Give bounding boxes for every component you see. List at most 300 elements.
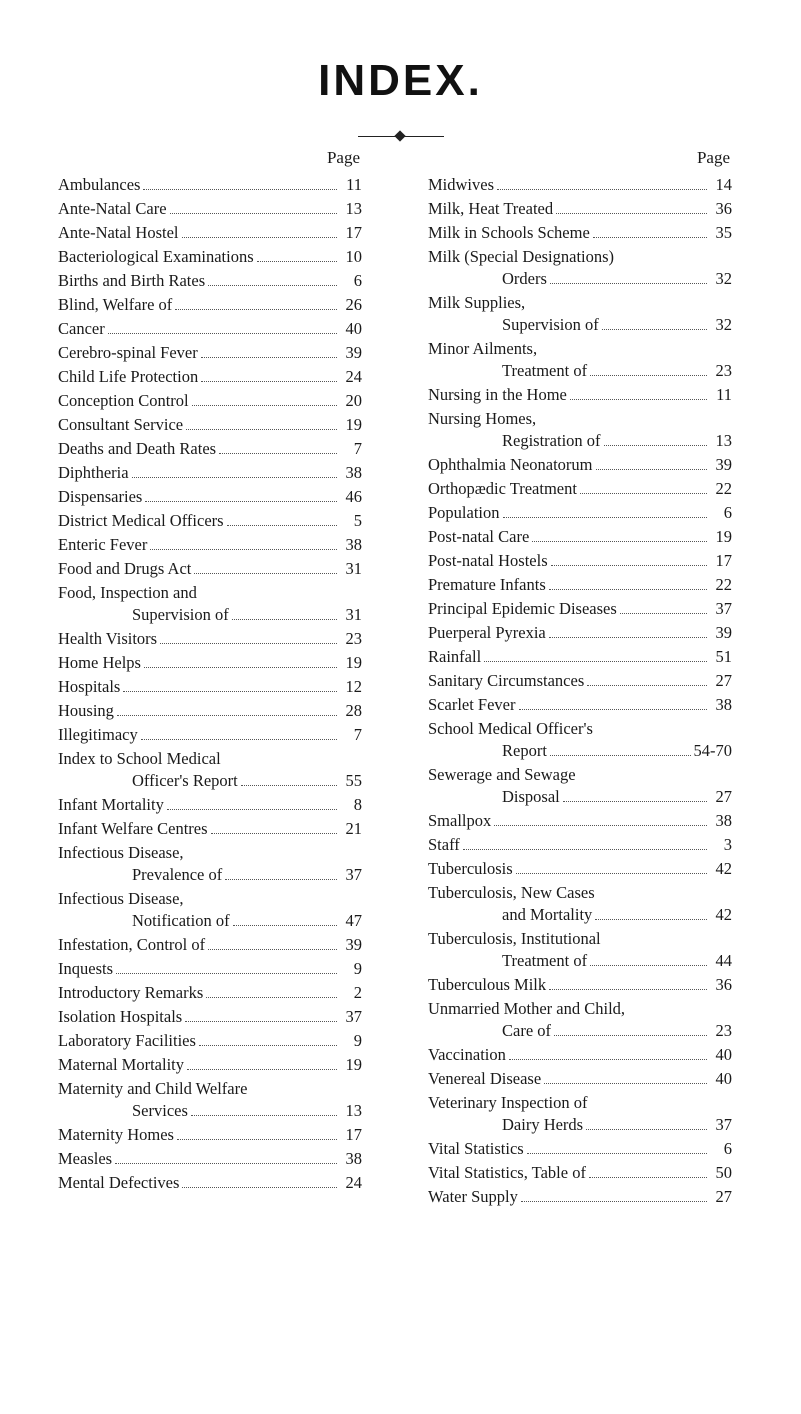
dot-leader (590, 375, 707, 376)
index-entry (428, 974, 732, 996)
index-entry-label: Vital Statistics (428, 1139, 524, 1158)
dot-leader (587, 685, 707, 686)
page-number: 39 (715, 623, 732, 642)
page-number: 36 (715, 199, 732, 218)
page-number: 5 (353, 511, 362, 530)
page-number: 7 (353, 439, 362, 458)
index-entry-label: Tuberculosis, Institutional (428, 929, 601, 948)
dot-leader (132, 477, 337, 478)
dot-leader (182, 1187, 337, 1188)
index-entry (58, 1148, 362, 1170)
index-entry-label: Treatment of (502, 951, 588, 970)
dot-leader (527, 1153, 707, 1154)
index-entry-label: Measles (58, 1149, 113, 1168)
page-number: 39 (345, 935, 362, 954)
page-number: 44 (715, 951, 732, 970)
page-number: 9 (353, 1031, 362, 1050)
index-entry (58, 366, 362, 388)
index-entry-label: Ophthalmia Neonatorum (428, 455, 593, 474)
index-entry-label: Cerebro-spinal Fever (58, 343, 198, 362)
index-entry-label: Vital Statistics, Table of (428, 1163, 586, 1182)
index-entry-label: Maternity and Child Welfare (58, 1079, 248, 1098)
dot-leader (497, 189, 707, 190)
page-number: 23 (715, 361, 732, 380)
page-number: 12 (345, 677, 362, 696)
page-number: 13 (345, 1101, 362, 1120)
index-entry (428, 764, 732, 808)
page-number: 37 (715, 1115, 732, 1134)
index-entry (58, 818, 362, 840)
index-entry (58, 1006, 362, 1028)
dot-leader (150, 549, 337, 550)
index-entry-label: Prevalence of (132, 865, 223, 884)
dot-leader (208, 949, 337, 950)
page-number: 46 (345, 487, 362, 506)
dot-leader (532, 541, 707, 542)
dot-leader (521, 1201, 707, 1202)
dot-leader (192, 405, 337, 406)
index-entry-label: Tuberculosis, New Cases (428, 883, 595, 902)
dot-leader (620, 613, 707, 614)
index-entry (58, 534, 362, 556)
index-entry-label: Ante-Natal Care (58, 199, 167, 218)
index-entry (428, 694, 732, 716)
index-entry (428, 408, 732, 452)
page-number: 27 (715, 1187, 732, 1206)
index-entry-label: Hospitals (58, 677, 121, 696)
dot-leader (141, 739, 337, 740)
index-entry (428, 454, 732, 476)
page-number: 6 (723, 503, 732, 522)
index-entry-label: Infestation, Control of (58, 935, 206, 954)
index-entry-label: Disposal (502, 787, 560, 806)
dot-leader (211, 833, 337, 834)
page-title: INDEX. (318, 56, 483, 105)
index-entry (428, 1138, 732, 1160)
page-number: 6 (723, 1139, 732, 1158)
index-entry (428, 1092, 732, 1136)
index-entry-label: Dairy Herds (502, 1115, 584, 1134)
index-entry (58, 1078, 362, 1122)
index-entry (58, 958, 362, 980)
dot-leader (549, 637, 707, 638)
index-entry-label: Veterinary Inspection of (428, 1093, 588, 1112)
index-entries-right (428, 174, 732, 1208)
index-entry-label: Milk (Special Designations) (428, 247, 615, 266)
index-entry-label: Milk Supplies, (428, 293, 526, 312)
index-entry-label: Ambulances (58, 175, 141, 194)
page-number: 37 (345, 865, 362, 884)
index-entry-label: Tuberculous Milk (428, 975, 547, 994)
dot-leader (589, 1177, 707, 1178)
index-entry (428, 810, 732, 832)
index-entry-label: Premature Infants (428, 575, 546, 594)
index-entry (58, 558, 362, 580)
index-entry (428, 718, 732, 762)
index-entry-label: Supervision of (502, 315, 599, 334)
index-entry (58, 676, 362, 698)
dot-leader (108, 333, 337, 334)
index-entry-label: Enteric Fever (58, 535, 148, 554)
index-entry-label: Orthopædic Treatment (428, 479, 577, 498)
page-number: 13 (715, 431, 732, 450)
page-number: 19 (345, 1055, 362, 1074)
page-number: 38 (345, 463, 362, 482)
index-entry (428, 1186, 732, 1208)
index-entry (58, 628, 362, 650)
index-entry-label: Sewerage and Sewage (428, 765, 576, 784)
dot-leader (586, 1129, 707, 1130)
page-number: 42 (715, 859, 732, 878)
index-entry (428, 384, 732, 406)
index-entry (58, 1172, 362, 1194)
dot-leader (167, 809, 337, 810)
index-entry (58, 486, 362, 508)
page-number: 13 (345, 199, 362, 218)
index-entry-label: Infectious Disease, (58, 843, 184, 862)
dot-leader (206, 997, 337, 998)
dot-leader (484, 661, 707, 662)
index-entry-label: Treatment of (502, 361, 588, 380)
dot-leader (593, 237, 707, 238)
page-number: 28 (345, 701, 362, 720)
index-entry (428, 1068, 732, 1090)
page-number: 38 (345, 535, 362, 554)
dot-leader (227, 525, 337, 526)
index-entry-label: Unmarried Mother and Child, (428, 999, 626, 1018)
index-entry (58, 888, 362, 932)
index-entry (58, 510, 362, 532)
index-entry-label: Supervision of (132, 605, 229, 624)
page-number: 35 (715, 223, 732, 242)
index-entry-label: Orders (502, 269, 547, 288)
index-entry (58, 414, 362, 436)
page-number: 20 (345, 391, 362, 410)
index-entry-label: Tuberculosis (428, 859, 513, 878)
dot-leader (463, 849, 707, 850)
dot-leader (494, 825, 707, 826)
index-entry (58, 294, 362, 316)
index-entry-label: Puerperal Pyrexia (428, 623, 546, 642)
dot-leader (570, 399, 707, 400)
index-entry-label: Dispensaries (58, 487, 143, 506)
index-entry (428, 834, 732, 856)
index-entry (428, 574, 732, 596)
page-number: 50 (715, 1163, 732, 1182)
index-entry-label: Midwives (428, 175, 494, 194)
index-entry-label: Staff (428, 835, 460, 854)
dot-leader (187, 1069, 337, 1070)
page-number: 19 (715, 527, 732, 546)
index-entry (58, 318, 362, 340)
index-entry-label: Food, Inspection and (58, 583, 197, 602)
page-number: 22 (715, 479, 732, 498)
page-number: 11 (346, 175, 362, 194)
page-column-heading: Page (696, 148, 730, 167)
index-entry (428, 998, 732, 1042)
index-entry-label: Population (428, 503, 500, 522)
page-number: 47 (345, 911, 362, 930)
index-entry (58, 246, 362, 268)
page-number: 7 (353, 725, 362, 744)
index-entry (428, 670, 732, 692)
dot-leader (602, 329, 707, 330)
index-entry (58, 390, 362, 412)
page-number: 27 (715, 671, 732, 690)
page-number: 17 (345, 1125, 362, 1144)
index-entry-label: Milk in Schools Scheme (428, 223, 590, 242)
dot-leader (233, 925, 337, 926)
page-column-heading: Page (326, 148, 360, 167)
dot-leader (595, 919, 707, 920)
page-number: 32 (715, 315, 732, 334)
index-entry (428, 1162, 732, 1184)
index-entry (58, 438, 362, 460)
dot-leader (201, 381, 337, 382)
index-entry (58, 1054, 362, 1076)
index-entry-label: Infectious Disease, (58, 889, 184, 908)
page-number: 24 (345, 1173, 362, 1192)
page-number: 40 (715, 1069, 732, 1088)
index-entry-label: Inquests (58, 959, 113, 978)
index-column-right (428, 148, 732, 1210)
index-entry-label: Consultant Service (58, 415, 184, 434)
index-entry-label: Services (132, 1101, 188, 1120)
dot-leader (186, 429, 337, 430)
index-entry-label: Bacteriological Examinations (58, 247, 254, 266)
index-entry-label: Home Helps (58, 653, 141, 672)
dot-leader (144, 667, 337, 668)
index-entry-label: Minor Ailments, (428, 339, 538, 358)
index-entry (428, 622, 732, 644)
dot-leader (219, 453, 337, 454)
page-number: 36 (715, 975, 732, 994)
page-number: 39 (345, 343, 362, 362)
page-number: 3 (723, 835, 732, 854)
index-entry-label: Nursing Homes, (428, 409, 537, 428)
dot-leader (145, 501, 337, 502)
index-entry (428, 928, 732, 972)
index-entry (58, 724, 362, 746)
page-number: 54-70 (693, 741, 732, 760)
page-number: 17 (715, 551, 732, 570)
page-number: 8 (353, 795, 362, 814)
index-entry-label: School Medical Officer's (428, 719, 593, 738)
dot-leader (117, 715, 337, 716)
divider-ornament (394, 130, 405, 141)
dot-leader (143, 189, 337, 190)
index-entry-label: Maternal Mortality (58, 1055, 185, 1074)
index-column-left (58, 148, 362, 1196)
page-number: 38 (345, 1149, 362, 1168)
page-number: 38 (715, 811, 732, 830)
index-entry (58, 198, 362, 220)
index-entry (428, 526, 732, 548)
index-entry (428, 882, 732, 926)
dot-leader (182, 237, 337, 238)
index-entry (58, 222, 362, 244)
index-entry (428, 338, 732, 382)
page-number: 26 (345, 295, 362, 314)
index-entry-label: Sanitary Circumstances (428, 671, 585, 690)
dot-leader (160, 643, 337, 644)
page-number: 31 (345, 605, 362, 624)
index-entry (58, 700, 362, 722)
index-entry (58, 582, 362, 626)
index-entry (428, 646, 732, 668)
index-entry-label: and Mortality (502, 905, 593, 924)
index-entry (58, 982, 362, 1004)
index-entry-label: Cancer (58, 319, 105, 338)
index-entry-label: Notification of (132, 911, 230, 930)
index-entry-label: Report (502, 741, 547, 760)
index-entry (428, 502, 732, 524)
page-number: 37 (345, 1007, 362, 1026)
page-number: 40 (345, 319, 362, 338)
page-number: 22 (715, 575, 732, 594)
dot-leader (208, 285, 337, 286)
index-entry (58, 842, 362, 886)
index-entry-label: Blind, Welfare of (58, 295, 173, 314)
index-entry (428, 198, 732, 220)
index-entry (428, 1044, 732, 1066)
page-number: 17 (345, 223, 362, 242)
dot-leader (550, 755, 691, 756)
index-entry-label: Child Life Protection (58, 367, 199, 386)
dot-leader (556, 213, 707, 214)
index-entry-label: Scarlet Fever (428, 695, 516, 714)
index-entry (428, 478, 732, 500)
page-number: 31 (345, 559, 362, 578)
index-entry (58, 342, 362, 364)
dot-leader (554, 1035, 707, 1036)
index-entry-label: Infant Mortality (58, 795, 164, 814)
index-entry-label: Introductory Remarks (58, 983, 204, 1002)
page-number: 21 (345, 819, 362, 838)
title-divider (358, 136, 444, 137)
dot-leader (194, 573, 337, 574)
dot-leader (563, 801, 707, 802)
page-number: 37 (715, 599, 732, 618)
index-entry-label: Rainfall (428, 647, 482, 666)
index-entry-label: Officer's Report (132, 771, 238, 790)
dot-leader (596, 469, 707, 470)
page-number: 51 (715, 647, 732, 666)
dot-leader (170, 213, 337, 214)
index-entry (428, 550, 732, 572)
dot-leader (580, 493, 707, 494)
index-entry (428, 246, 732, 290)
dot-leader (257, 261, 337, 262)
dot-leader (177, 1139, 337, 1140)
dot-leader (116, 973, 337, 974)
index-entry-label: Registration of (502, 431, 601, 450)
dot-leader (175, 309, 337, 310)
dot-leader (123, 691, 337, 692)
dot-leader (550, 283, 707, 284)
index-entry-label: District Medical Officers (58, 511, 224, 530)
page-number: 19 (345, 415, 362, 434)
index-entry (428, 174, 732, 196)
page-number: 19 (345, 653, 362, 672)
dot-leader (115, 1163, 337, 1164)
dot-leader (604, 445, 707, 446)
index-entry (58, 652, 362, 674)
page-number: 27 (715, 787, 732, 806)
index-entry (58, 270, 362, 292)
index-entry (58, 1030, 362, 1052)
page-number: 42 (715, 905, 732, 924)
index-entry-label: Milk, Heat Treated (428, 199, 554, 218)
dot-leader (519, 709, 707, 710)
dot-leader (551, 565, 707, 566)
index-entry (428, 598, 732, 620)
index-entries-left (58, 174, 362, 1194)
index-entry (428, 222, 732, 244)
index-entry (58, 934, 362, 956)
dot-leader (549, 589, 707, 590)
index-entry (428, 292, 732, 336)
dot-leader (544, 1083, 707, 1084)
index-entry-label: Health Visitors (58, 629, 158, 648)
dot-leader (232, 619, 337, 620)
index-entry-label: Deaths and Death Rates (58, 439, 217, 458)
index-entry-label: Index to School Medical (58, 749, 221, 768)
dot-leader (590, 965, 707, 966)
page-number: 2 (353, 983, 362, 1002)
page-number: 10 (345, 247, 362, 266)
page-number: 9 (353, 959, 362, 978)
index-entry (58, 794, 362, 816)
index-entry (58, 748, 362, 792)
index-entry-label: Venereal Disease (428, 1069, 542, 1088)
page-number: 6 (353, 271, 362, 290)
index-entry (58, 174, 362, 196)
dot-leader (516, 873, 707, 874)
page-number: 24 (345, 367, 362, 386)
page-number: 14 (715, 175, 732, 194)
page-number: 55 (345, 771, 362, 790)
page-number: 23 (715, 1021, 732, 1040)
index-entry-label: Nursing in the Home (428, 385, 567, 404)
index-entry-label: Post-natal Hostels (428, 551, 548, 570)
index-entry-label: Housing (58, 701, 114, 720)
page-number: 11 (716, 385, 732, 404)
index-entry-label: Infant Welfare Centres (58, 819, 208, 838)
index-entry-label: Water Supply (428, 1187, 518, 1206)
index-entry-label: Mental Defectives (58, 1173, 180, 1192)
index-entry-label: Vaccination (428, 1045, 506, 1064)
dot-leader (201, 357, 337, 358)
dot-leader (241, 785, 337, 786)
dot-leader (503, 517, 707, 518)
index-entry-label: Diphtheria (58, 463, 129, 482)
index-entry-label: Maternity Homes (58, 1125, 174, 1144)
index-entry-label: Care of (502, 1021, 552, 1040)
dot-leader (509, 1059, 707, 1060)
index-entry (428, 858, 732, 880)
index-entry-label: Principal Epidemic Diseases (428, 599, 617, 618)
dot-leader (185, 1021, 337, 1022)
dot-leader (225, 879, 337, 880)
index-entry (58, 1124, 362, 1146)
page-number: 38 (715, 695, 732, 714)
index-entry-label: Laboratory Facilities (58, 1031, 196, 1050)
index-entry-label: Conception Control (58, 391, 189, 410)
index-entry-label: Smallpox (428, 811, 492, 830)
index-entry-label: Post-natal Care (428, 527, 530, 546)
index-entry-label: Isolation Hospitals (58, 1007, 183, 1026)
